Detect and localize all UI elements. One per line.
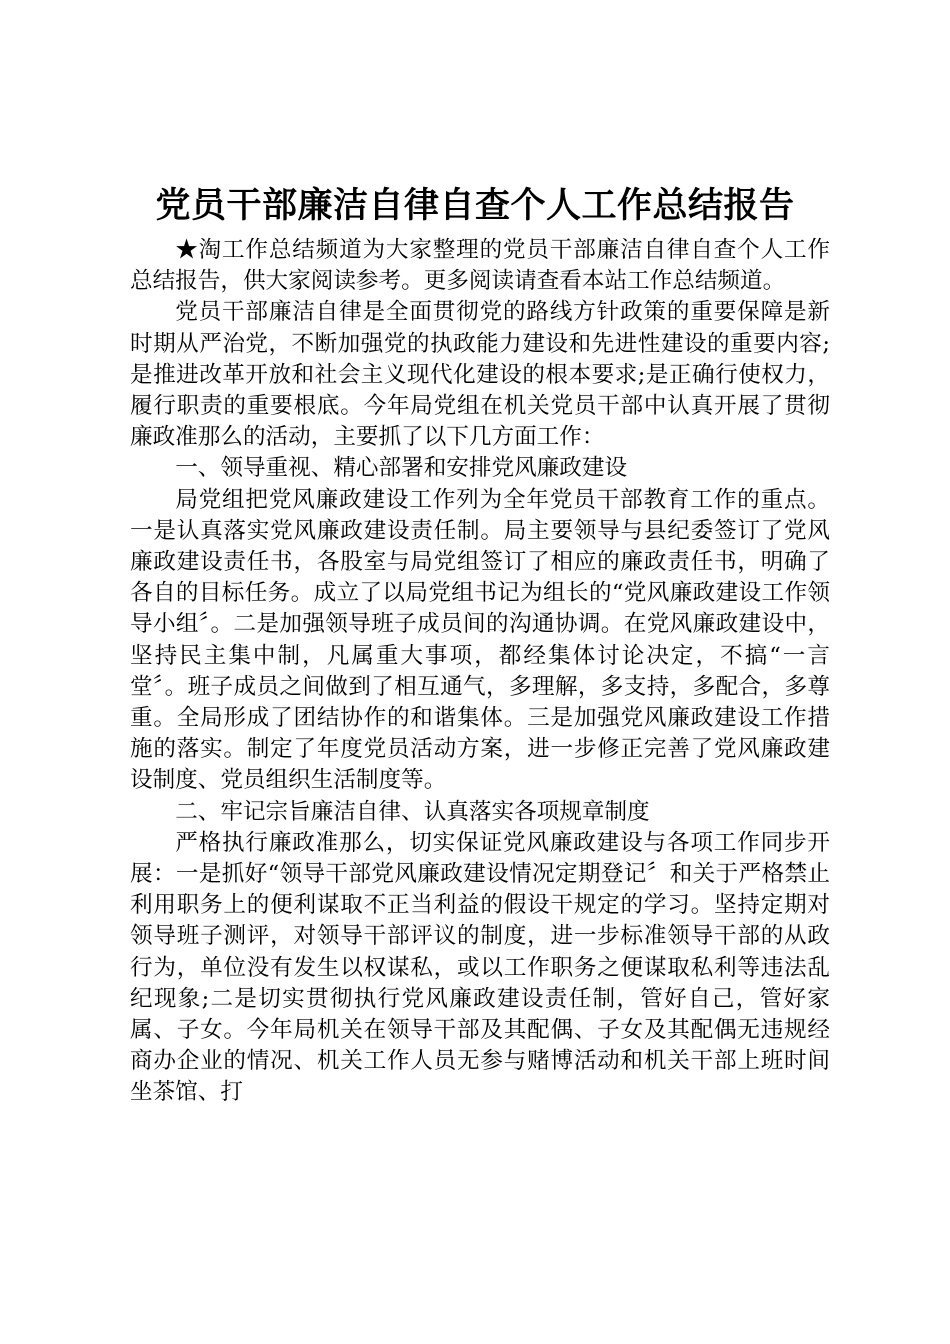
body-paragraph: 严格执行廉政准那么，切实保证党风廉政建设与各项工作同步开展：一是抓好“领导干部党风廉政建设情况定期登记〞和关于严格禁止利用职务上的便利谋取不正当利益的假设干规定的学习。坚持定期对领导班子测评，对领导干部评议的制度，进一步标准领导干部的从政行为，单位没有发生以权谋私，或以工作职务之便谋取私利等违法乱纪现象;二是切实贯彻执行党风廉政建设责任制，管好自己，管好家属、子女。今年局机关在领导干部及其配偶、子女及其配偶无违规经商办企业的情况、机关工作人员无参与赌博活动和机关干部上班时间坐茶馆、打	[130, 829, 830, 1106]
document-title: 党员干部廉洁自律自查个人工作总结报告	[155, 186, 795, 226]
section-heading-2: 二、牢记宗旨廉洁自律、认真落实各项规章制度	[175, 798, 650, 825]
section-heading-1: 一、领导重视、精心部署和安排党风廉政建设	[175, 455, 628, 482]
body-paragraph: 局党组把党风廉政建设工作列为全年党员干部教育工作的重点。一是认真落实党风廉政建设责任制。局主要领导与县纪委签订了党风廉政建设责任书，各股室与局党组签订了相应的廉政责任书，明确了各自的目标任务。成立了以局党组书记为组长的“党风廉政建设工作领导小组〞。二是加强领导班子成员间的沟通协调。在党风廉政建设中，坚持民主集中制，凡属重大事项，都经集体讨论决定，不搞“一言堂〞。班子成员之间做到了相互通气，多理解，多支持，多配合，多尊重。全局形成了团结协作的和谐集体。三是加强党风廉政建设工作措施的落实。制定了年度党员活动方案，进一步修正完善了党风廉政建设制度、党员组织生活制度等。	[130, 486, 830, 794]
document-body	[130, 235, 830, 1109]
body-paragraph: 党员干部廉洁自律是全面贯彻党的路线方针政策的重要保障是新时期从严治党，不断加强党的执政能力建设和先进性建设的重要内容;是推进改革开放和社会主义现代化建设的根本要求;是正确行使权力，履行职责的重要根底。今年局党组在机关党员干部中认真开展了贯彻廉政准那么的活动，主要抓了以下几方面工作：	[130, 299, 830, 451]
intro-paragraph: ★淘工作总结频道为大家整理的党员干部廉洁自律自查个人工作总结报告，供大家阅读参考。更多阅读请查看本站工作总结频道。	[130, 237, 830, 295]
